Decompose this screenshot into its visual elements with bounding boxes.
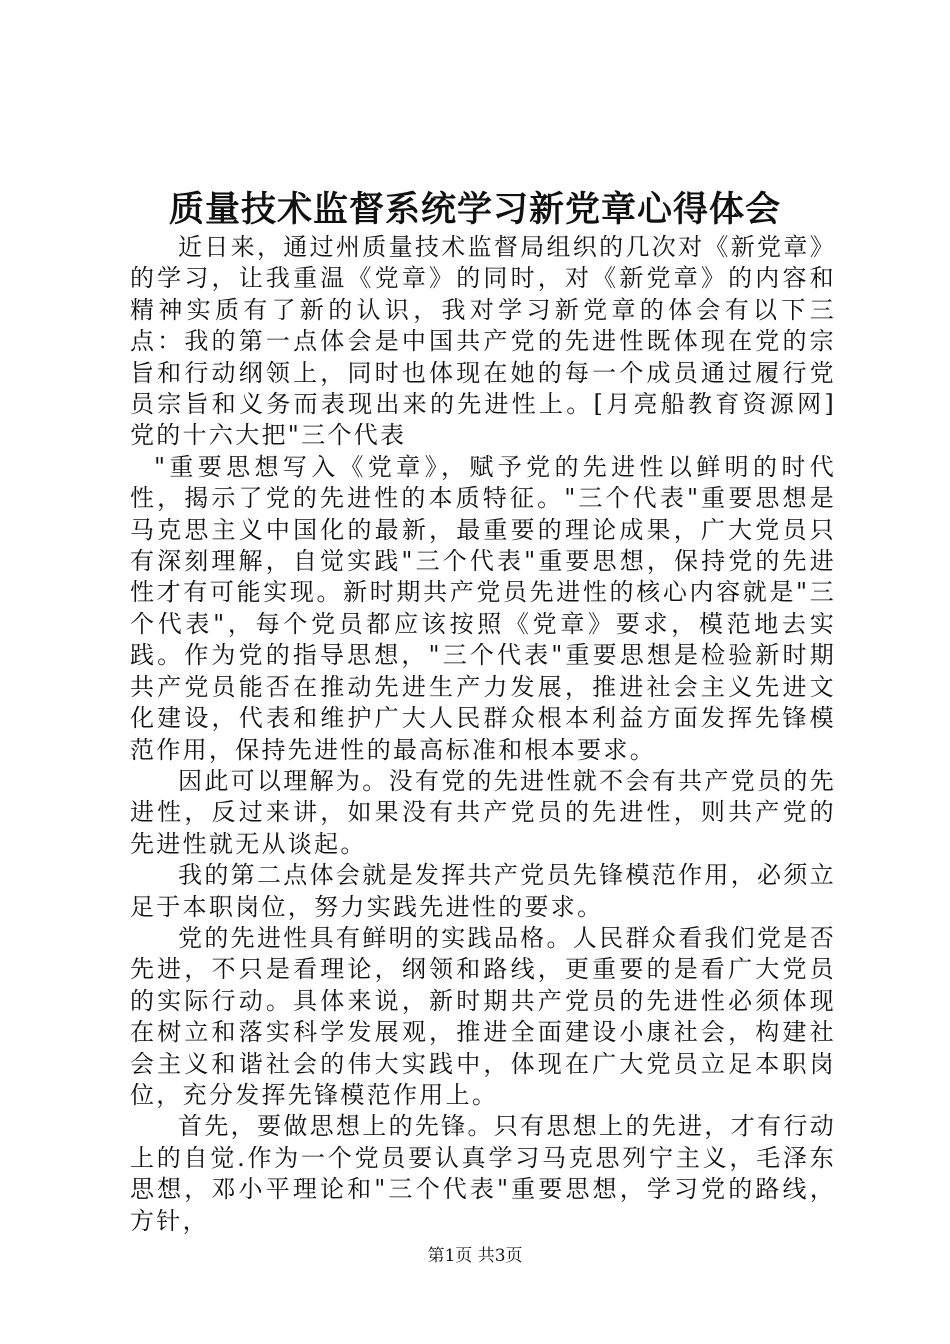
paragraph-4: 我的第二点体会就是发挥共产党员先锋模范作用，必须立足于本职岗位，努力实践先进性的要求。	[130, 861, 836, 921]
paragraph-5: 党的先进性具有鲜明的实践品格。人民群众看我们党是否先进，不只是看理论，纲领和路线，更重要的是看广大党员的实际行动。具体来说，新时期共产党员的先进性必须体现在树立和落实科学发展观，推进全面建设小康社会，构建社会主义和谐社会的伟大实践中，体现在广大党员立足本职岗位，充分发挥先锋模范作用上。	[130, 923, 836, 1109]
paragraph-6: 首先，要做思想上的先锋。只有思想上的先进，才有行动上的自觉.作为一个党员要认真学习马克思列宁主义，毛泽东思想，邓小平理论和"三个代表"重要思想，学习党的路线，方针，	[130, 1112, 836, 1235]
paragraph-2: "重要思想写入《党章》，赋予党的先进性以鲜明的时代性，揭示了党的先进性的本质特征。"三个代表"重要思想是马克思主义中国化的最新，最重要的理论成果，广大党员只有深刻理解，自觉实践"三个代表"重要思想，保持党的先进性才有可能实现。新时期共产党员先进性的核心内容就是"三个代表"，每个党员都应该按照《党章》要求，模范地去实践。作为党的指导思想，"三个代表"重要思想是检验新时期共产党员能否在推动先进生产力发展，推进社会主义先进文化建设，代表和维护广大人民群众根本利益方面发挥先锋模范作用，保持先进性的最高标准和根本要求。	[130, 452, 836, 764]
document-title: 质量技术监督系统学习新党章心得体会	[168, 189, 781, 230]
page-number-footer: 第1页 共3页	[427, 1246, 523, 1266]
paragraph-1: 近日来，通过州质量技术监督局组织的几次对《新党章》的学习，让我重温《党章》的同时，对《新党章》的内容和精神实质有了新的认识，我对学习新党章的体会有以下三点：我的第一点体会是中国共产党的先进性既体现在党的宗旨和行动纲领上，同时也体现在她的每一个成员通过履行党员宗旨和义务而表现出来的先进性上。[月亮船教育资源网]党的十六大把"三个代表	[130, 233, 836, 450]
document-body	[130, 232, 836, 1237]
paragraph-3: 因此可以理解为。没有党的先进性就不会有共产党员的先进性，反过来讲，如果没有共产党员的先进性，则共产党的先进性就无从谈起。	[130, 766, 836, 858]
